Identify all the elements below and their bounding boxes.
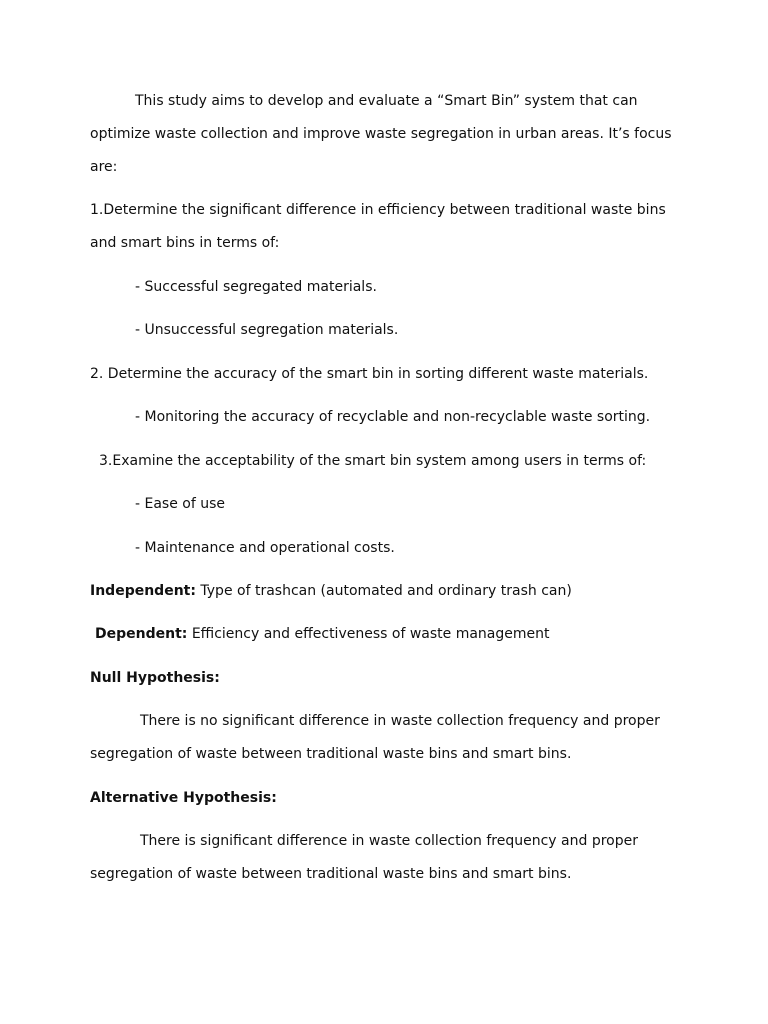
- null-hypothesis-line-2: segregation of waste between traditional waste bins and smart bins.: [90, 746, 572, 762]
- objective-1-line-2: and smart bins in terms of:: [90, 235, 280, 251]
- null-hypothesis-line-1: There is no significant difference in waste collection frequency and proper: [140, 713, 660, 729]
- alternative-hypothesis-heading: Alternative Hypothesis:: [90, 790, 277, 806]
- alternative-hypothesis-line-1: There is significant difference in waste collection frequency and proper: [140, 833, 638, 849]
- dependent-text: Efficiency and effectiveness of waste management: [187, 626, 550, 642]
- objective-1-item: - Successful segregated materials.: [135, 279, 377, 295]
- objective-1-line-1: 1.Determine the significant difference in efficiency between traditional waste bins: [90, 202, 666, 218]
- intro-line-1: This study aims to develop and evaluate a “Smart Bin” system that can: [135, 93, 638, 109]
- objective-1-item: - Unsuccessful segregation materials.: [135, 322, 399, 338]
- objective-2-line-1: 2. Determine the accuracy of the smart bin in sorting different waste materials.: [90, 366, 649, 382]
- independent-variable: [90, 581, 572, 601]
- objective-3-item: - Maintenance and operational costs.: [135, 540, 395, 556]
- intro-line-3: are:: [90, 159, 118, 175]
- objective-3-line-1: 3.Examine the acceptability of the smart bin system among users in terms of:: [99, 453, 647, 469]
- independent-text: Type of trashcan (automated and ordinary trash can): [195, 583, 572, 599]
- objective-2-item: - Monitoring the accuracy of recyclable and non-recyclable waste sorting.: [135, 409, 651, 425]
- dependent-variable: [95, 624, 549, 644]
- objective-3-item: - Ease of use: [135, 496, 226, 512]
- intro-line-2: optimize waste collection and improve waste segregation in urban areas. It’s focus: [90, 126, 672, 142]
- null-hypothesis-heading: Null Hypothesis:: [90, 670, 220, 686]
- dependent-label: Dependent:: [95, 626, 188, 642]
- alternative-hypothesis-line-2: segregation of waste between traditional waste bins and smart bins.: [90, 866, 572, 882]
- independent-label: Independent:: [90, 583, 196, 599]
